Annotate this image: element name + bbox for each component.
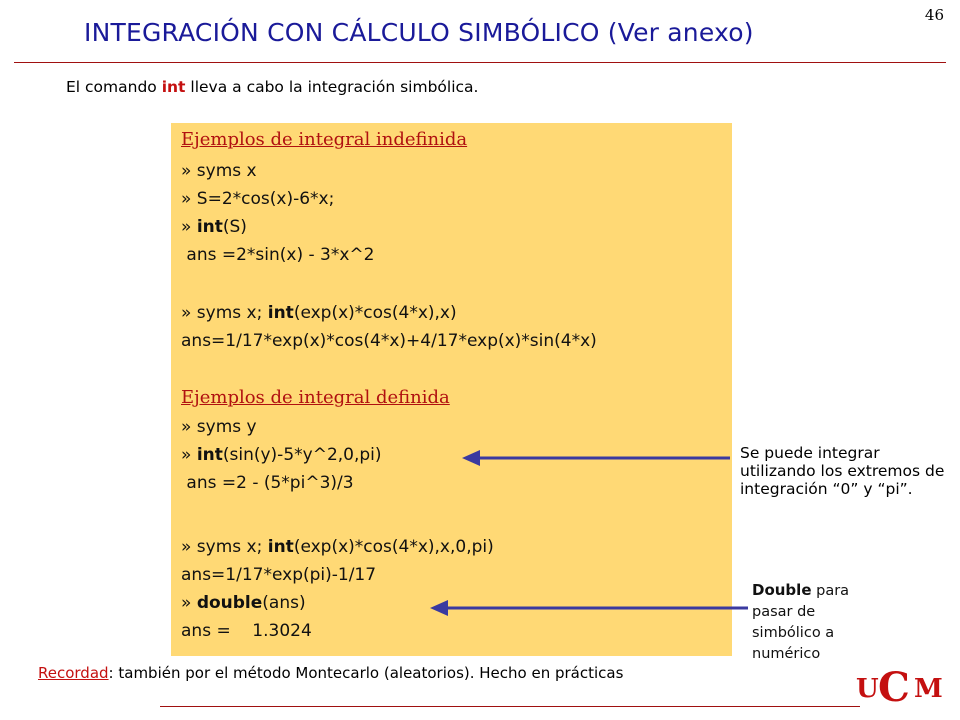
logo-c: C xyxy=(878,664,910,711)
intro-before: El comando xyxy=(66,78,162,96)
code-keyword: double xyxy=(196,593,263,613)
code-line: ans = 1.3024 xyxy=(181,621,312,641)
code-line: » syms y xyxy=(181,417,257,437)
intro-after: lleva a cabo la integración simbólica. xyxy=(185,78,479,96)
code-line: » S=2*cos(x)-6*x; xyxy=(181,189,335,209)
page-title: INTEGRACIÓN CON CÁLCULO SIMBÓLICO (Ver anexo) xyxy=(84,18,754,47)
code-line: ans =2*sin(x) - 3*x^2 xyxy=(181,245,375,265)
title-divider xyxy=(14,62,946,63)
slide-number: 46 xyxy=(924,6,944,24)
bottom-divider xyxy=(160,706,860,707)
code-args: (sin(y)-5*y^2,0,pi) xyxy=(222,445,382,465)
code-keyword: int xyxy=(196,445,223,465)
indefinite-header: Ejemplos de integral indefinida xyxy=(181,129,468,150)
code-line: ans =2 - (5*pi^3)/3 xyxy=(181,473,354,493)
code-args: (S) xyxy=(222,217,247,237)
footer-text: : también por el método Montecarlo (aleatorios). Hecho en prácticas xyxy=(108,664,624,682)
intro-command: int xyxy=(161,78,186,96)
code-keyword: int xyxy=(267,303,294,323)
code-prefix: » syms x; xyxy=(181,537,268,557)
ucm-logo xyxy=(856,664,952,712)
footer-note xyxy=(38,664,623,682)
code-line xyxy=(181,303,457,323)
note-integration-limits: Se puede integrar utilizando los extremos de integración “0” y “pi”. xyxy=(740,444,945,498)
note-double-text: para pasar de simbólico a numérico xyxy=(752,583,850,662)
code-line: ans=1/17*exp(x)*cos(4*x)+4/17*exp(x)*sin(4*x) xyxy=(181,331,597,351)
code-args: (exp(x)*cos(4*x),x) xyxy=(293,303,457,323)
code-prefix: » syms x; xyxy=(181,303,268,323)
code-line: ans=1/17*exp(pi)-1/17 xyxy=(181,565,377,585)
code-line xyxy=(181,217,247,237)
intro-text xyxy=(66,78,478,96)
code-args: (exp(x)*cos(4*x),x,0,pi) xyxy=(293,537,494,557)
definite-header: Ejemplos de integral definida xyxy=(181,387,450,408)
note-double xyxy=(752,580,882,665)
logo-u: U xyxy=(856,674,879,704)
code-prefix: » xyxy=(181,217,197,237)
code-line: » syms x xyxy=(181,161,257,181)
note-double-keyword: Double xyxy=(752,581,812,599)
code-prefix: » xyxy=(181,445,197,465)
code-keyword: int xyxy=(196,217,223,237)
code-line xyxy=(181,593,306,613)
logo-m: M xyxy=(914,674,943,704)
recordad-label: Recordad xyxy=(38,664,109,682)
code-line xyxy=(181,537,494,557)
code-prefix: » xyxy=(181,593,197,613)
code-box xyxy=(171,123,732,656)
code-args: (ans) xyxy=(262,593,306,613)
code-line xyxy=(181,445,382,465)
code-keyword: int xyxy=(267,537,294,557)
